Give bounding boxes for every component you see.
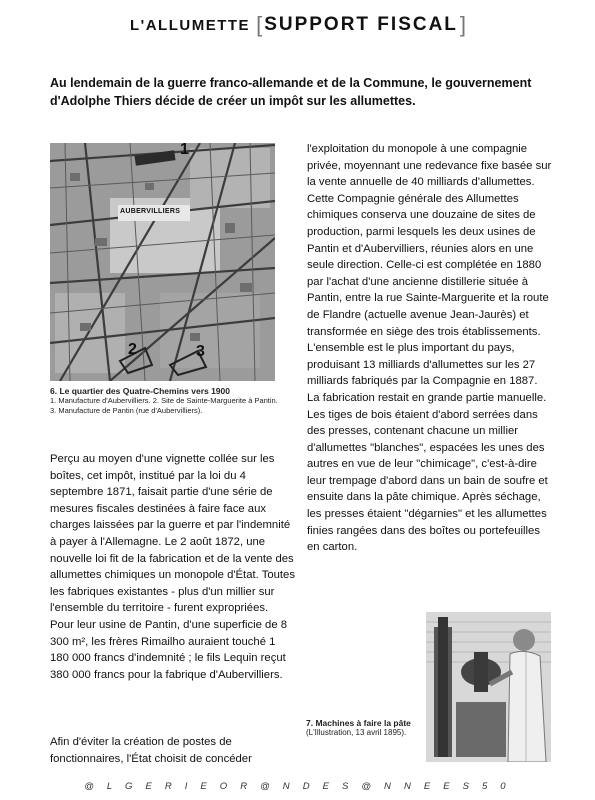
historic-map-image: [50, 143, 275, 381]
map-marker-2: 2: [128, 341, 137, 358]
engraving-photo: [426, 612, 551, 762]
map-caption-title: 6. Le quartier des Quatre-Chemins vers 1900: [50, 386, 230, 396]
map-illustration: [50, 143, 275, 381]
engraving-illustration: [426, 612, 551, 762]
page-footer: @ L G E R I E O R @ N D E S @ N N E E S 5 0: [84, 781, 511, 792]
photo-caption-title: 7. Machines à faire la pâte: [306, 718, 411, 728]
left-column-paragraph-2: Afin d'éviter la création de postes de fonctionnaires, l'État choisit de concéder: [50, 736, 252, 765]
right-column-paragraph-1: l'exploitation du monopole à une compagnie privée, moyennant une redevance fixe basée sur la vente annuelle de 40 milliards d'allumettes. Cette Compagnie générale des Allumettes chimiques conserva une douzaine de sites de production, parmi lesquels les deux usines de Pantin et d'Aubervilliers, réunies alors en une seule direction. Celle-ci est complétée en 1880 par l'achat d'une ancienne distillerie située à Pantin, entre la rue Sainte-Marguerite et la route de Flandre (actuelle avenue Jean-Jaurès) et transformée en siège des trois établissements. L'ensemble est le plus important du pays, produisant 13 milliards d'allumettes sur les 27 milliards fabriqués par la Compagnie en 1887.: [307, 143, 552, 388]
map-caption-text: 1. Manufacture d'Aubervilliers. 2. Site de Sainte-Marguerite à Pantin. 3. Manufacture de Pantin (rue d'Aubervilliers).: [50, 396, 278, 415]
section-name: L'ALLUMETTE: [130, 16, 251, 34]
title-bracket-close: ]: [459, 12, 467, 37]
photo-caption-source: (L'Illustration, 13 avril 1895).: [306, 728, 407, 737]
intro-lead: Au lendemain de la guerre franco-allemande et de la Commune, le gouvernement d'Adolphe Thiers décide de créer un impôt sur les allumettes.: [50, 76, 532, 108]
map-place-label: AUBERVILLIERS: [120, 208, 181, 215]
title-bracket-open: [: [256, 12, 263, 37]
map-marker-3: 3: [196, 343, 205, 360]
page-header: [130, 12, 510, 38]
page-title: SUPPORT FISCAL: [264, 14, 458, 35]
map-caption: [50, 386, 285, 416]
right-column-paragraph-2: La fabrication restait en grande partie manuelle. Les tiges de bois étaient d'abord serrées dans des presses, contenant chacune un millier d'allumettes "blanches", espacées les unes des autres en vue de leur "chimicage", c'est-à-dire leur trempage d'abord dans un bain de soufre et ensuite dans la pâte chimique. Après séchage, les presses étaient "dégarnies" et les allumettes finies rangées dans des boîtes ou portefeuilles en carton.: [307, 391, 548, 554]
map-marker-1: 1: [180, 143, 189, 158]
right-column: [307, 141, 552, 556]
left-column-paragraph-1: Perçu au moyen d'une vignette collée sur les boîtes, cet impôt, institué par la loi du 4 septembre 1871, faisait partie d'une série de mesures fiscales destinées à faire face aux charges laissées par la guerre et par l'indemnité à payer à l'Allemagne. Le 2 août 1872, une nouvelle loi fit de la fabrication et de la vente des allumettes chimiques un monopole d'État. Toutes les fabriques existantes - plus d'un millier sur l'ensemble du territoire - furent expropriées. Pour leur usine de Pantin, d'une superficie de 8 300 m², les frères Rimailho auraient touché 1 180 000 francs d'indemnité ; le fils Lequin reçut 380 000 francs pour la fabrique d'Aubervilliers.: [50, 453, 295, 681]
photo-caption: [306, 718, 424, 738]
